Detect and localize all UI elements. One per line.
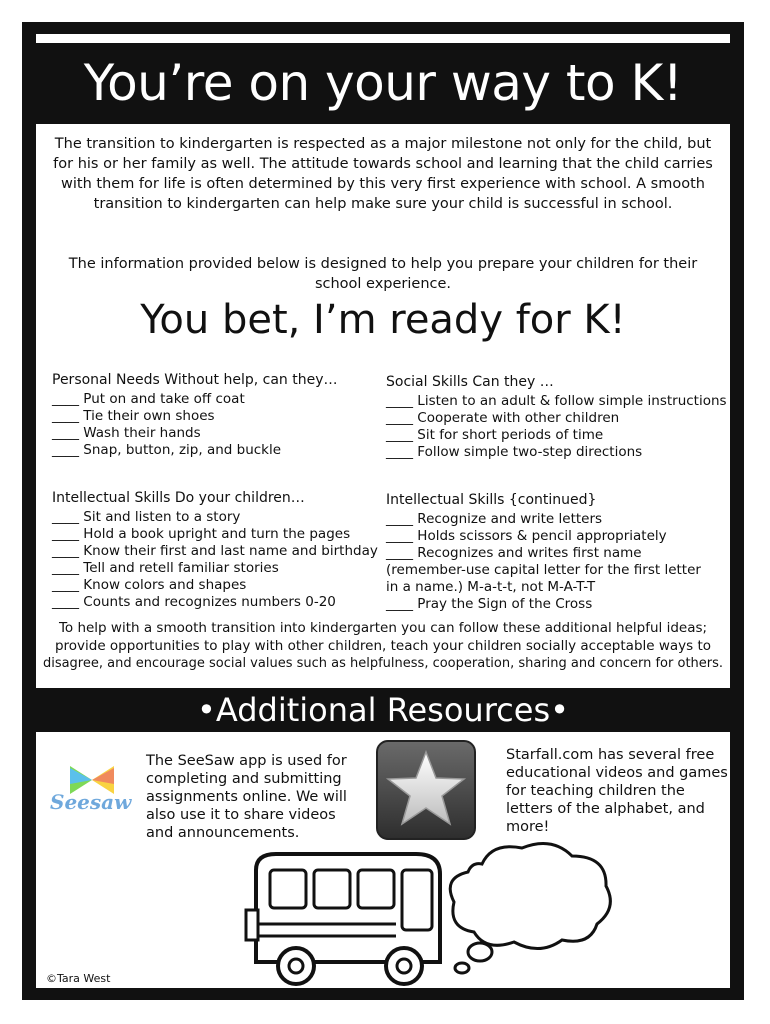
star-icon	[378, 742, 474, 838]
list-item: ____ Tell and retell familiar stories	[52, 560, 279, 576]
resources-panel	[36, 732, 730, 988]
intellectual-skills-continued-section	[386, 492, 701, 613]
list-item: ____ Know colors and shapes	[52, 577, 247, 593]
list-item: ____ Tie their own shoes	[52, 408, 215, 424]
intro-paragraph-2: The information provided below is designed to help you prepare your children for their school experience.	[68, 256, 698, 292]
closing-line: disagree, and encourage social values such as helpfulness, cooperation, sharing and concern for others.	[42, 656, 724, 671]
closing-line: To help with a smooth transition into kindergarten you can follow these additional helpful ideas;	[58, 620, 708, 636]
seesaw-wordmark: Seesaw	[50, 790, 132, 814]
section-heading: Intellectual Skills Do your children…	[52, 490, 305, 506]
intro-paragraph: The transition to kindergarten is respected as a major milestone not only for the child, but for his or her family as well. The attitude towards school and learning that the child carries with them for life is often determined by this very first experience with school. A smooth transition to kindergarten can help make sure your child is successful in school.	[53, 136, 713, 212]
list-item: ____ Recognizes and writes first name	[386, 545, 642, 561]
list-item: ____ Listen to an adult & follow simple instructions	[386, 393, 727, 409]
intellectual-skills-section	[52, 490, 378, 611]
section-heading: Social Skills Can they …	[386, 374, 554, 390]
checklist-panel	[36, 124, 730, 688]
list-item: ____ Sit and listen to a story	[52, 509, 241, 525]
resources-title: •Additional Resources•	[197, 691, 569, 729]
list-item: ____ Know their first and last name and birthday	[52, 543, 378, 559]
list-item: ____ Pray the Sign of the Cross	[386, 596, 593, 612]
list-item: ____ Wash their hands	[52, 425, 201, 441]
list-item: ____ Follow simple two-step directions	[386, 444, 643, 460]
personal-needs-section	[52, 372, 337, 459]
list-item: ____ Sit for short periods of time	[386, 427, 604, 443]
list-item: ____ Snap, button, zip, and buckle	[52, 442, 282, 458]
list-item: ____ Hold a book upright and turn the pages	[52, 526, 351, 542]
list-item: ____ Cooperate with other children	[386, 410, 620, 426]
page-title: You’re on your way to K!	[83, 54, 683, 112]
section-heading: Personal Needs Without help, can they…	[52, 372, 338, 388]
ready-title: You bet, I’m ready for K!	[140, 297, 626, 343]
list-item: in a name.) M-a-t-t, not M-A-T-T	[386, 579, 596, 595]
list-item: ____ Put on and take off coat	[52, 391, 245, 407]
social-skills-section	[386, 374, 727, 461]
list-item: ____ Counts and recognizes numbers 0-20	[52, 594, 336, 610]
closing-line: provide opportunities to play with other children, teach your children socially acceptable ways to	[54, 637, 712, 654]
star-app-icon	[376, 740, 476, 840]
list-item: ____ Recognize and write letters	[386, 511, 603, 527]
seesaw-description: The SeeSaw app is used for completing and submitting assignments online. We will also use it to share videos and announcements.	[146, 753, 347, 841]
starfall-description: Starfall.com has several free educational videos and games for teaching children the letters of the alphabet, and more!	[506, 747, 728, 835]
section-heading: Intellectual Skills {continued}	[386, 492, 597, 508]
list-item: (remember-use capital letter for the first letter	[386, 562, 701, 578]
thought-cloud-icon	[422, 836, 622, 976]
copyright-credit: ©Tara West	[46, 972, 111, 985]
top-rule	[36, 34, 730, 43]
closing-paragraph	[36, 620, 730, 673]
list-item: ____ Holds scissors & pencil appropriately	[386, 528, 667, 544]
